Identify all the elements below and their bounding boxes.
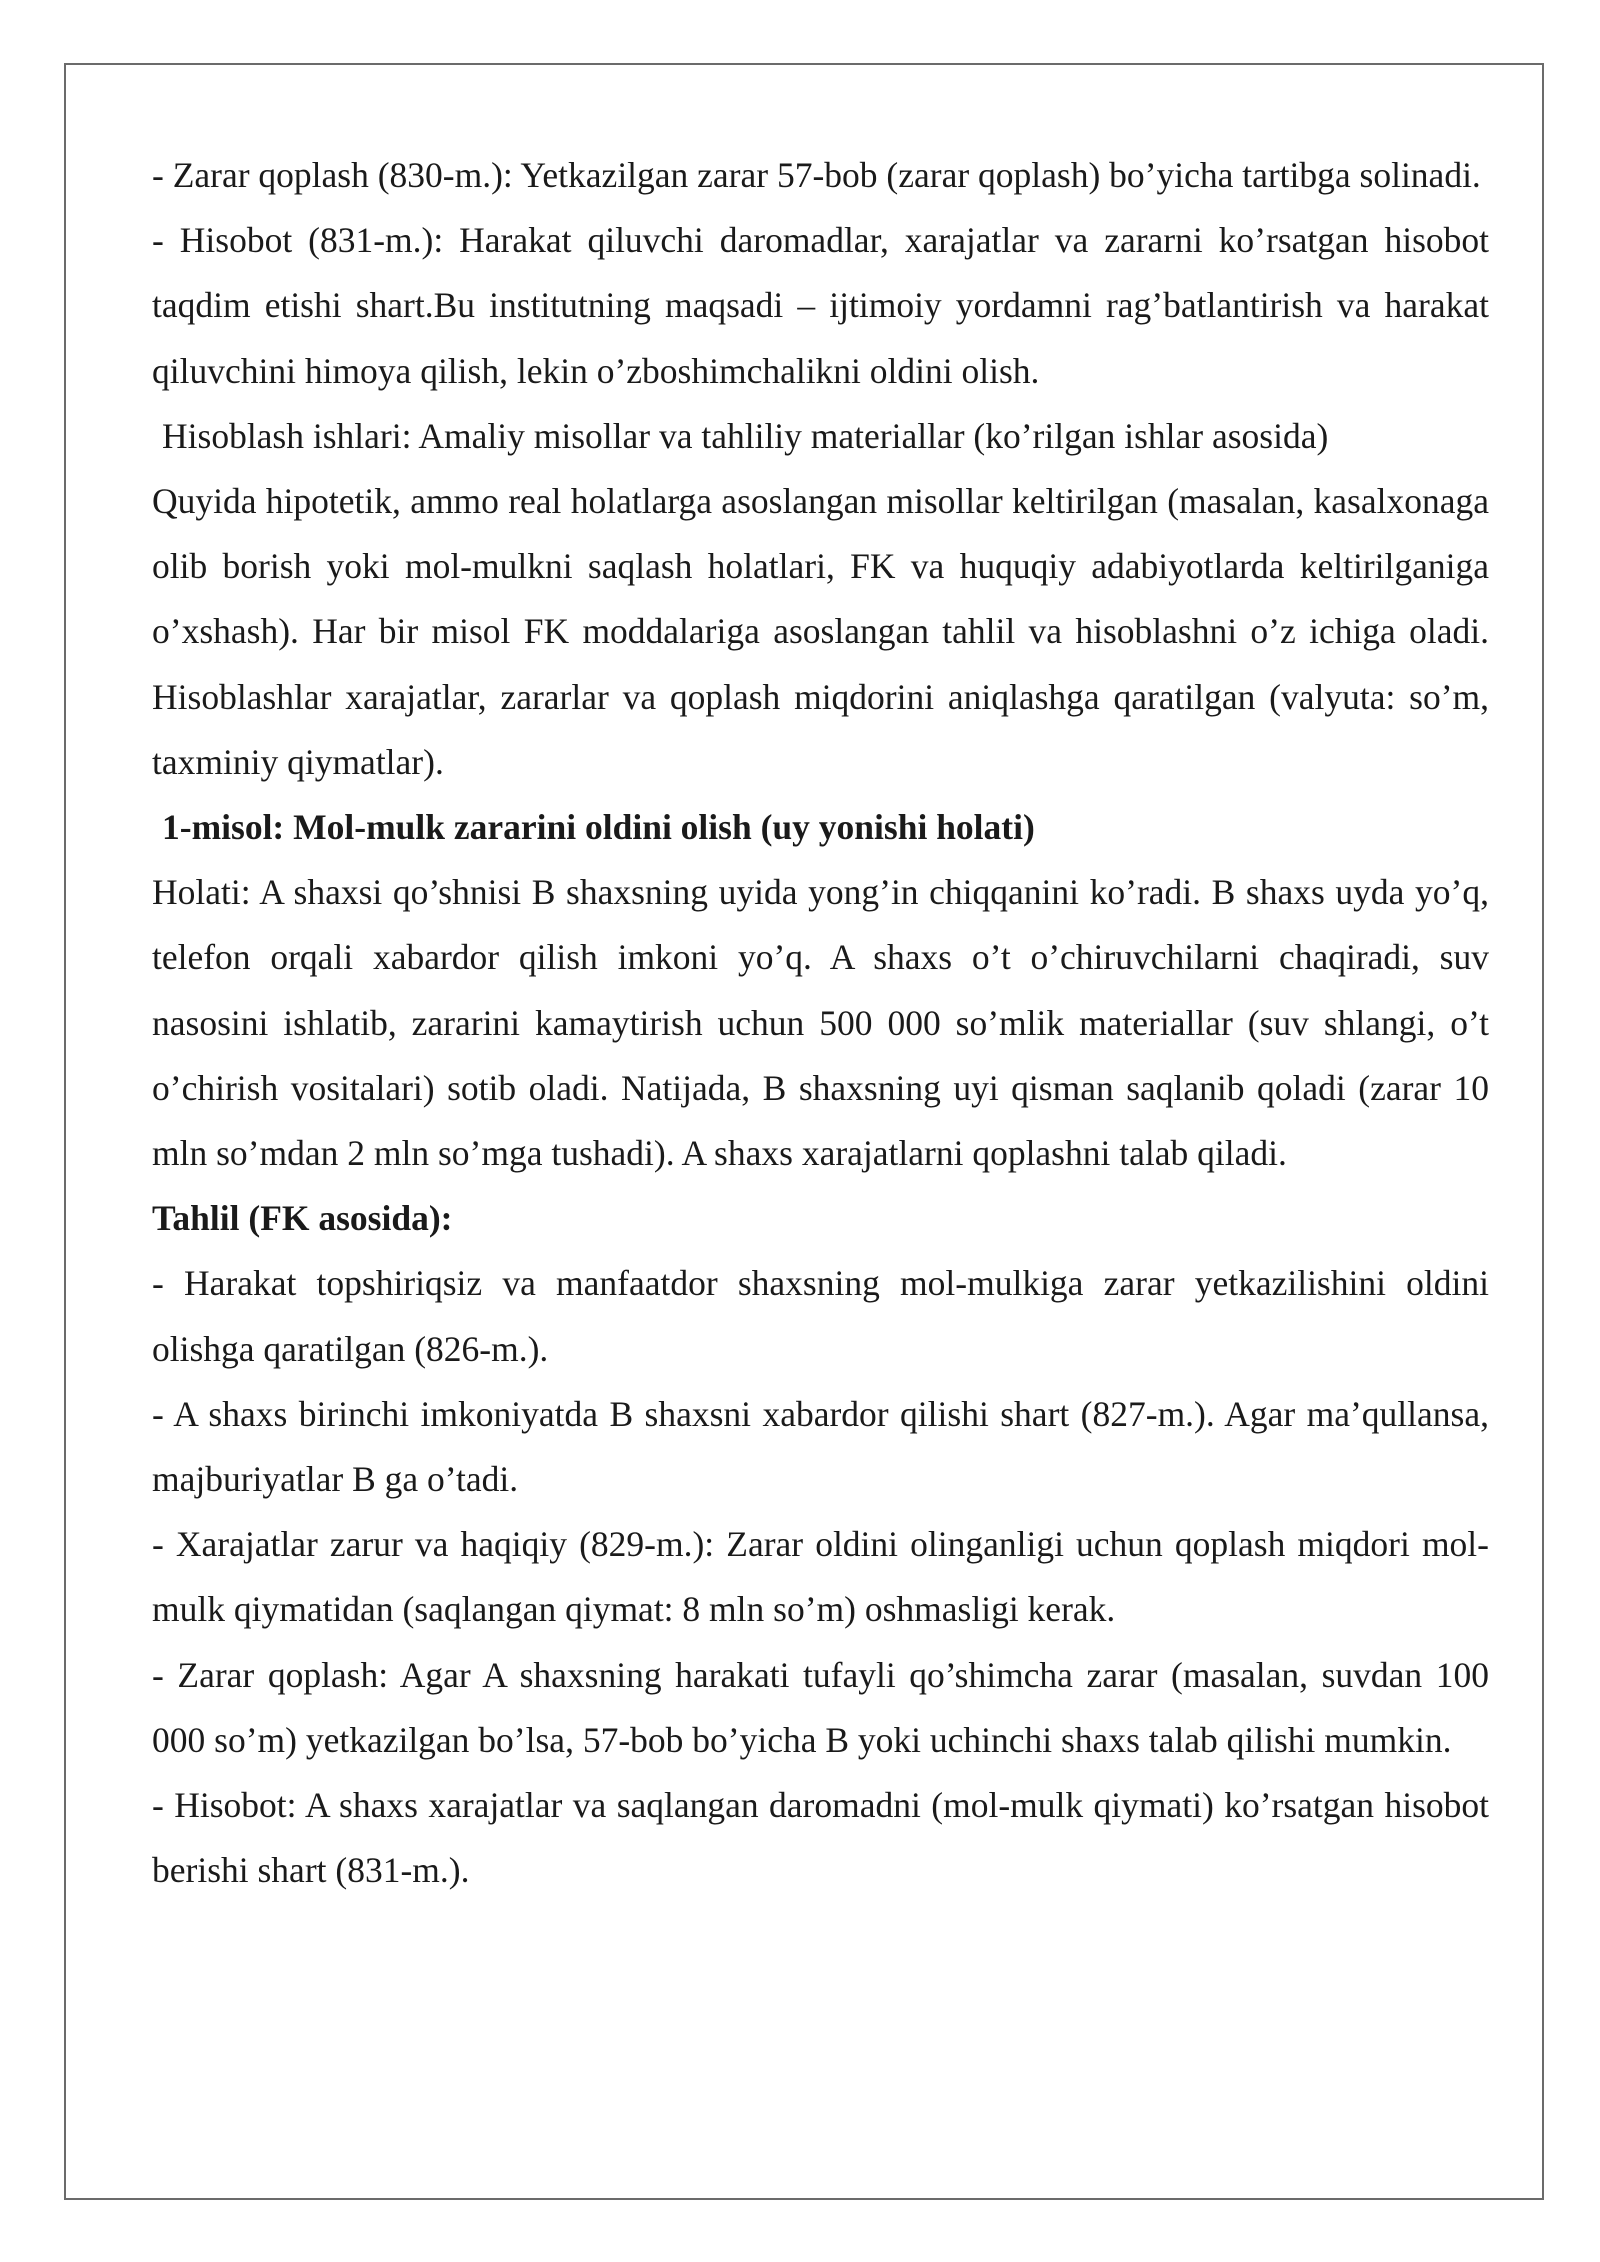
- paragraph-tahlil-827: - A shaxs birinchi imkoniyatda B shaxsni xabardor qilishi shart (827-m.). Agar ma’qullansa, majburiyatlar B ga o’tadi.: [152, 1393, 1489, 1500]
- document-body: [152, 143, 1489, 1903]
- paragraph-hisobot-831: - Hisobot (831-m.): Harakat qiluvchi daromadlar, xarajatlar va zararni ko’rsatgan hisobot taqdim etishi shart.Bu institutning maqsadi – ijtimoiy yordamni rag’batlantirish va harakat qiluvchini himoya qilish, lekin o’zboshimchalikni oldini olish.: [152, 220, 1489, 391]
- paragraph-zarar-qoplash-830: - Zarar qoplash (830-m.): Yetkazilgan zarar 57-bob (zarar qoplash) bo’yicha tartibga solinadi.: [152, 155, 1481, 195]
- paragraph-tahlil-826: - Harakat topshiriqsiz va manfaatdor shaxsning mol-mulkiga zarar yetkazilishini oldini olishga qaratilgan (826-m.).: [152, 1263, 1489, 1369]
- paragraph-hisoblash-ishlari: Hisoblash ishlari: Amaliy misollar va tahliliy materiallar (ko’rilgan ishlar asosida): [162, 415, 1329, 456]
- paragraph-tahlil-829: - Xarajatlar zarur va haqiqiy (829-m.): Zarar oldini olinganligi uchun qoplash miqdori mol-mulk qiymatidan (saqlangan qiymat: 8 mln so’m) oshmasligi kerak.: [152, 1524, 1489, 1630]
- heading-example-1: 1-misol: Mol-mulk zararini oldini olish (uy yonishi holati): [162, 807, 1035, 848]
- heading-tahlil: Tahlil (FK asosida):: [152, 1198, 453, 1239]
- paragraph-holati: Holati: A shaxsi qo’shnisi B shaxsning uyida yong’in chiqqanini ko’radi. B shaxs uyda yo’q, telefon orqali xabardor qilish imkoni yo’q. A shaxs o’t o’chiruvchilarni chaqiradi, suv nasosini ishlatib, zararini kamaytirish uchun 500 000 so’mlik materiallar (suv shlangi, o’t o’chirish vositalari) sotib oladi. Natijada, B shaxsning uyi qisman saqlanib qoladi (zarar 10 mln so’mdan 2 mln so’mga tushadi). A shaxs xarajatlarni qoplashni talab qiladi.: [152, 872, 1489, 1174]
- paragraph-tahlil-hisobot: - Hisobot: A shaxs xarajatlar va saqlangan daromadni (mol-mulk qiymati) ko’rsatgan hisobot berishi shart (831-m.).: [152, 1785, 1489, 1891]
- paragraph-intro-examples: Quyida hipotetik, ammo real holatlarga asoslangan misollar keltirilgan (masalan, kasalxonaga olib borish yoki mol-mulkni saqlash holatlari, FK va huquqiy adabiyotlarda keltirilganiga o’xshash). Har bir misol FK moddalariga asoslangan tahlil va hisoblashni o’z ichiga oladi. Hisoblashlar xarajatlar, zararlar va qoplash miqdorini aniqlashga qaratilgan (valyuta: so’m, taxminiy qiymatlar).: [152, 481, 1489, 782]
- paragraph-tahlil-zarar: - Zarar qoplash: Agar A shaxsning harakati tufayli qo’shimcha zarar (masalan, suvdan 100 000 so’m) yetkazilgan bo’lsa, 57-bob bo’yicha B yoki uchinchi shaxs talab qilishi mumkin.: [152, 1654, 1489, 1760]
